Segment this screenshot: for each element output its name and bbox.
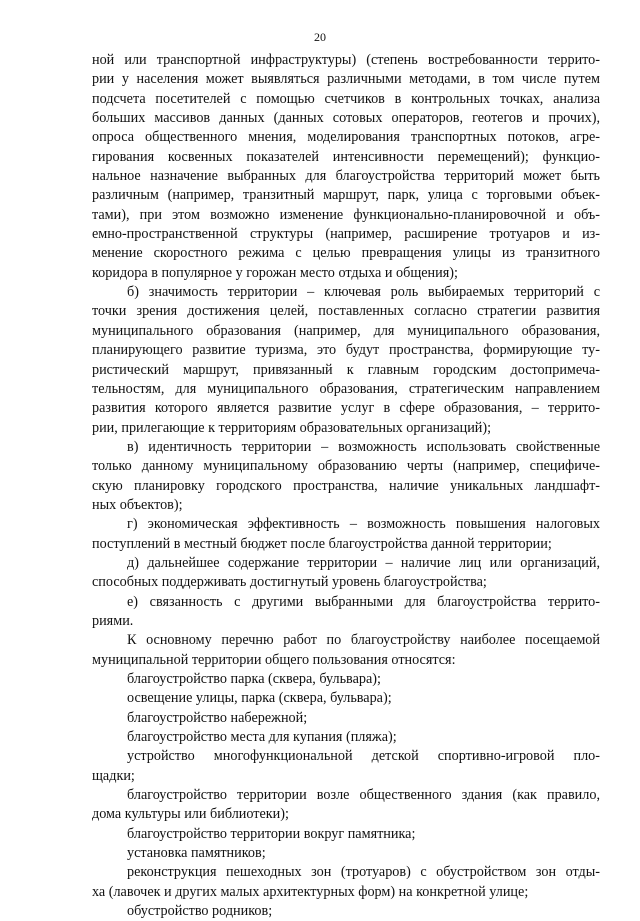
- text-line: благоустройство набережной;: [127, 709, 308, 726]
- text-line: благоустройство территории возле общественного здания (как правило,: [127, 787, 600, 804]
- text-line: ной или транспортной инфраструктуры) (степень востребованности террито-: [92, 52, 600, 68]
- text-line: б) значимость территории – ключевая роль выбираемых территорий с: [127, 284, 600, 301]
- text-line: подсчета посетителей с помощью счетчиков в контрольных точках, анализа: [92, 90, 600, 107]
- text-line: благоустройство места для купания (пляжа);: [127, 729, 397, 746]
- text-line: скую планировку городского пространства, наличие уникальных ландшафт-: [92, 477, 600, 494]
- text-line: различным (например, транзитный маршрут, парк, улица с торговыми объек-: [92, 187, 600, 204]
- text-line: риями.: [92, 612, 134, 629]
- page-number: 20: [314, 30, 326, 44]
- text-line: рии, прилегающие к территориям образовательных организаций);: [92, 419, 492, 436]
- text-line: способных поддерживать достигнутый уровень благоустройства;: [92, 574, 487, 591]
- text-line: ристический маршрут, привязанный к главным городским достопримеча-: [92, 361, 600, 378]
- text-line: е) связанность с другими выбранными для благоустройства террито-: [127, 593, 600, 610]
- text-line: дома культуры или библиотеки);: [92, 806, 289, 823]
- text-line: устройство многофункциональной детской спортивно-игровой пло-: [127, 748, 600, 765]
- text-line: тами), при этом возможно изменение функционально-планировочной и объ-: [92, 206, 600, 223]
- text-line: больших массивов данных (данных сотовых операторов, геотегов и прочих),: [92, 110, 600, 127]
- text-line: ха (лавочек и других малых архитектурных форм) на конкретной улице;: [92, 883, 529, 900]
- text-line: менение скоростного режима с целью превращения улицы из транзитного: [92, 245, 600, 262]
- text-line: освещение улицы, парка (сквера, бульвара);: [127, 690, 392, 707]
- text-line: г) экономическая эффективность – возможность повышения налоговых: [127, 516, 600, 533]
- text-line: коридора в популярное у горожан место отдыха и общения);: [92, 264, 458, 281]
- text-line: поступлений в местный бюджет после благоустройства данной территории;: [92, 535, 552, 552]
- text-line: нальное назначение выбранных для благоустройства территорий может быть: [92, 168, 600, 185]
- text-line: К основному перечню работ по благоустройству наиболее посещаемой: [127, 632, 600, 649]
- text-line: планирующего развитие туризма, это будут пространства, формирующие ту-: [92, 342, 600, 359]
- text-line: точки зрения достижения целей, поставленных согласно стратегии развития: [92, 303, 600, 320]
- text-line: емно-пространственной структуры (например, расширение тротуаров и из-: [92, 226, 600, 243]
- text-line: ных объектов);: [92, 496, 183, 513]
- text-line: благоустройство парка (сквера, бульвара);: [127, 671, 381, 687]
- text-line: гирования косвенных показателей интенсивности перемещений); функцио-: [92, 148, 600, 165]
- text-line: опроса общественного мнения, моделирования транспортных потоков, агре-: [92, 129, 600, 146]
- text-line: рии у населения может выявляться различными методами, в том числе путем: [92, 71, 600, 88]
- text-line: муниципального образования (например, для муниципального образования,: [92, 322, 600, 339]
- text-line: только данному муниципальному образованию черты (например, специфиче-: [92, 458, 600, 475]
- text-line: щадки;: [92, 767, 135, 784]
- text-line: тельностям, для муниципального образования, стратегическим направлением: [92, 380, 600, 397]
- text-line: благоустройство территории вокруг памятника;: [127, 825, 416, 842]
- text-line: муниципальной территории общего пользования относятся:: [92, 651, 456, 668]
- text-line: обустройство родников;: [127, 903, 273, 920]
- document-body: [92, 51, 600, 921]
- text-line: в) идентичность территории – возможность использовать свойственные: [127, 438, 600, 455]
- text-line: установка памятников;: [127, 845, 266, 862]
- text-line: развития которого является развитие услуг в сфере образования, – террито-: [92, 400, 600, 417]
- text-line: д) дальнейшее содержание территории – наличие лиц или организаций,: [127, 554, 600, 571]
- text-line: реконструкция пешеходных зон (тротуаров) с обустройством зон отды-: [127, 864, 600, 881]
